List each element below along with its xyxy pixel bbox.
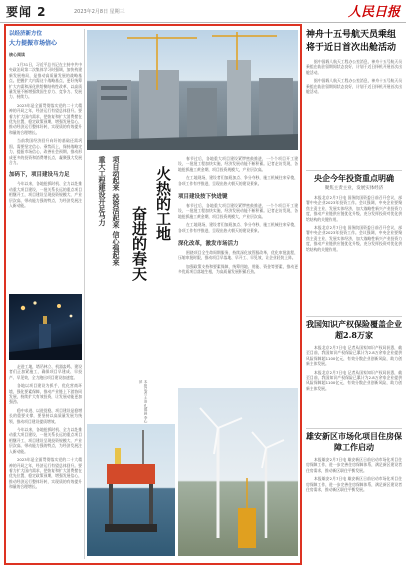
right-paragraph: 本报北京2月7日电 记者从国家知识产权局获悉，截至目前，我国知识产权保险已累计为2.8万余家企业提供风险保障超1100亿元，有效分散企业创新风险，助力创新主体发展。: [306, 345, 402, 367]
left-column-lower: [9, 364, 82, 559]
offshore-platform-illustration: [87, 424, 175, 556]
right-paragraph: 本报北京2月7日电 国务院国资委日前召开会议，部署中央企业2023年投资工作。会议强调，中央企业要聚焦主责主业，发展实体经济，加大战略性新兴产业投资力度，推动产业链供应链优化升级，充分发挥投资对优化供给结构的关键作用。: [306, 195, 402, 222]
right-paragraph: 据中国载人航天工程办公室消息，神舟十五号航天员乘组在轨驻留期间状态良好，计划于近日择机开展首次出舱活动。: [306, 59, 402, 75]
right-paragraph: 本报雄安2月7日电 雄安新区日前启动市场化项目住房保障工作，进一步完善住房保障体系，满足新区建设者住房需求，推动新区职住平衡发展。: [306, 476, 402, 493]
column-divider: [84, 29, 85, 559]
left-byline: 核心阅读: [9, 52, 25, 57]
feature-section-head: 项目建设按下快进键: [178, 194, 228, 201]
right-article-title: 央企今年投资重点明确: [314, 173, 394, 183]
bottom-photo-wind-turbines: [178, 388, 298, 556]
feature-section-head: 深化改革，激发市场活力: [178, 241, 239, 248]
right-article-xiongan: [306, 431, 402, 561]
left-photo-night-work: [9, 294, 82, 360]
left-section-head: 加码下，项目建设马力足: [9, 172, 70, 179]
feature-paragraph: 加强政策支持和要素保障，统筹用地、用能、资金等要素，推动更多优质项目落地生根，为高质量发展积蓄后劲。: [178, 263, 298, 275]
right-paragraph: 本报北京2月7日电 国务院国资委日前召开会议，部署中央企业2023年投资工作。会议强调，中央企业要聚焦主责主业，发展实体经济，加大战略性新兴产业投资力度，推动产业链供应链优化升级，充分发挥投资对优化供给结构的关键作用。: [306, 225, 402, 252]
bottom-photo-offshore-platform: [87, 424, 175, 556]
left-paragraph: 2023年是全面贯彻落实党的二十大精神的开局之年，经济运行有望总体回升。要着力扩大国内需求，把恢复和扩大消费摆在优先位置，稳定政策预期，增强发展信心，推动经济运行整体好转，实现质的有效提升和量的合理增长。: [9, 457, 82, 490]
right-top-article: [306, 29, 402, 169]
left-paragraph: 稳中求进、以进促稳，项目建设是稳增长的重要支撑，要坚持以高质量发展为统领，推动项目建设提质增效。: [9, 407, 82, 424]
feature-body-column: [178, 156, 298, 384]
feature-paragraph: 春节过后，各地重大项目建设紧锣密鼓推进，一个个项目开工建设，一批批工程加快实施，经济发展动能不断积蓄。记者走访发现，各地抢抓施工黄金期，项目投资规模大，产业层次高。: [178, 203, 298, 219]
left-paragraph: 1月31日，习近平总书记在主持中共中央政治局第二次集体学习时强调，加快构建新发展格局，是推动高质量发展的战略基点。把握扩大内需这个战略基点，更好统筹扩大内需和深化供给侧结构性改革，以高质量发展不断增强我国生存力、竞争力、发展力、持续力。: [9, 62, 82, 100]
feature-subtitle-line-1: 项目动起来 投资活起来 信心强起来: [112, 156, 121, 266]
wind-turbine-illustration: [178, 388, 298, 556]
left-paragraph: 走进工地，塔吊林立、机器轰鸣，建设者们正加紧施工，确保项目早建成、早投产、早见效，全力跑出项目建设加速度。: [9, 364, 82, 380]
right-article-title: 雄安新区市场化项目住房保障工作启动: [306, 431, 402, 452]
left-paragraph: 今年以来，各地抢抓时机、全力以赴推动重大项目建设，一批关系长远的重点项目相继开工，项目建设呈现投资规模大、产业层次高、带动能力强的特点，为经济发展注入新动能。: [9, 181, 82, 208]
right-article-investment: [306, 173, 402, 313]
left-paragraph: 今年以来，各地抢抓时机、全力以赴推动重大项目建设，一批关系长远的重点项目相继开工，项目建设呈现投资规模大、产业层次高、带动能力强的特点，为经济发展注入新动能。: [9, 427, 82, 454]
right-article-title: 我国知识产权保险覆盖企业超2.8万家: [306, 319, 402, 340]
feature-subtitle-line-2: 重大工程建设开足马力: [98, 156, 107, 226]
left-paragraph: 当前我国经济回升向好的基础还需巩固，需要坚定信心、乘势而上，保持战略定力，提振市场信心，改善社会预期，推动形成更多的投资和消费增长点，凝聚强大发展合力。: [9, 138, 82, 165]
page-masthead: [0, 0, 406, 23]
right-divider: [306, 428, 402, 429]
left-paragraph: 2023年是全面贯彻落实党的二十大精神的开局之年，经济运行有望总体回升。要着力扩大国内需求，把恢复和扩大消费摆在优先位置，稳定政策预期，增强发展信心，推动经济运行整体好转，实现质的有效提升和量的合理增长。: [9, 102, 82, 135]
feature-reporters: 本报记者 王浩 孔德晨 李心萍: [139, 380, 148, 424]
left-kicker: 以经济新方位: [9, 31, 43, 37]
feature-title-line-1: 火热的工地: [154, 166, 172, 241]
feature-title-line-2: 奋进的春天: [130, 206, 148, 281]
right-article-ip-insurance: [306, 319, 402, 423]
right-paragraph: 本报北京2月7日电 记者从国家知识产权局获悉，截至目前，我国知识产权保险已累计为2.8万余家企业提供风险保障超1100亿元，有效分散企业创新风险，助力创新主体发展。: [306, 369, 402, 391]
right-paragraph: 据中国载人航天工程办公室消息，神舟十五号航天员乘组在轨驻留期间状态良好，计划于近日择机开展首次出舱活动。: [306, 78, 402, 95]
left-subhead: 大力提振市场信心: [9, 40, 58, 47]
feature-paragraph: 在工地现场，建设者们加班加点、争分夺秒，施工机械往来穿梭，各项工作有序推进，呈现出热火朝天的建设景象。: [178, 175, 298, 186]
newspaper-logo: 人民日报: [348, 5, 401, 20]
construction-site-illustration: [87, 30, 298, 150]
right-article-subtitle: 聚焦主责主业，发展实体经济: [324, 186, 384, 191]
right-divider: [306, 316, 402, 317]
section-label: 要闻 2: [6, 5, 47, 19]
right-divider: [306, 170, 402, 171]
right-paragraph: 本报雄安2月7日电 雄安新区日前启动市场化项目住房保障工作，进一步完善住房保障体系，满足新区建设者住房需求，推动新区职住平衡发展。: [306, 457, 402, 473]
feature-paragraph: 围绕项目全生命周期服务，持续深化放管服改革，优化审批流程，压缩审批时限，推动项目早落地、早开工、早见效，让企业轻装上阵。: [178, 250, 298, 261]
right-top-title: 神舟十五号航天员乘组将于近日首次出舱活动: [306, 30, 397, 53]
top-photo-construction-site: [87, 30, 298, 150]
feature-paragraph: 在工地现场，建设者们加班加点、争分夺秒，施工机械往来穿梭，各项工作有序推进，呈现出热火朝天的建设景象。: [178, 222, 298, 233]
left-paragraph: 各地以项目建设为抓手，优化营商环境，强化要素保障，推动产业链上下游协同发展，持续扩大有效投资，让发展动能更加强劲。: [9, 383, 82, 405]
feature-paragraph: 春节过后，各地重大项目建设紧锣密鼓推进，一个个项目开工建设，一批批工程加快实施，经济发展动能不断积蓄。记者走访发现，各地抢抓施工黄金期，项目投资规模大，产业层次高。: [178, 156, 298, 172]
night-work-illustration: [9, 294, 82, 360]
issue-date: 2023年2月8日 星期三: [74, 9, 125, 15]
